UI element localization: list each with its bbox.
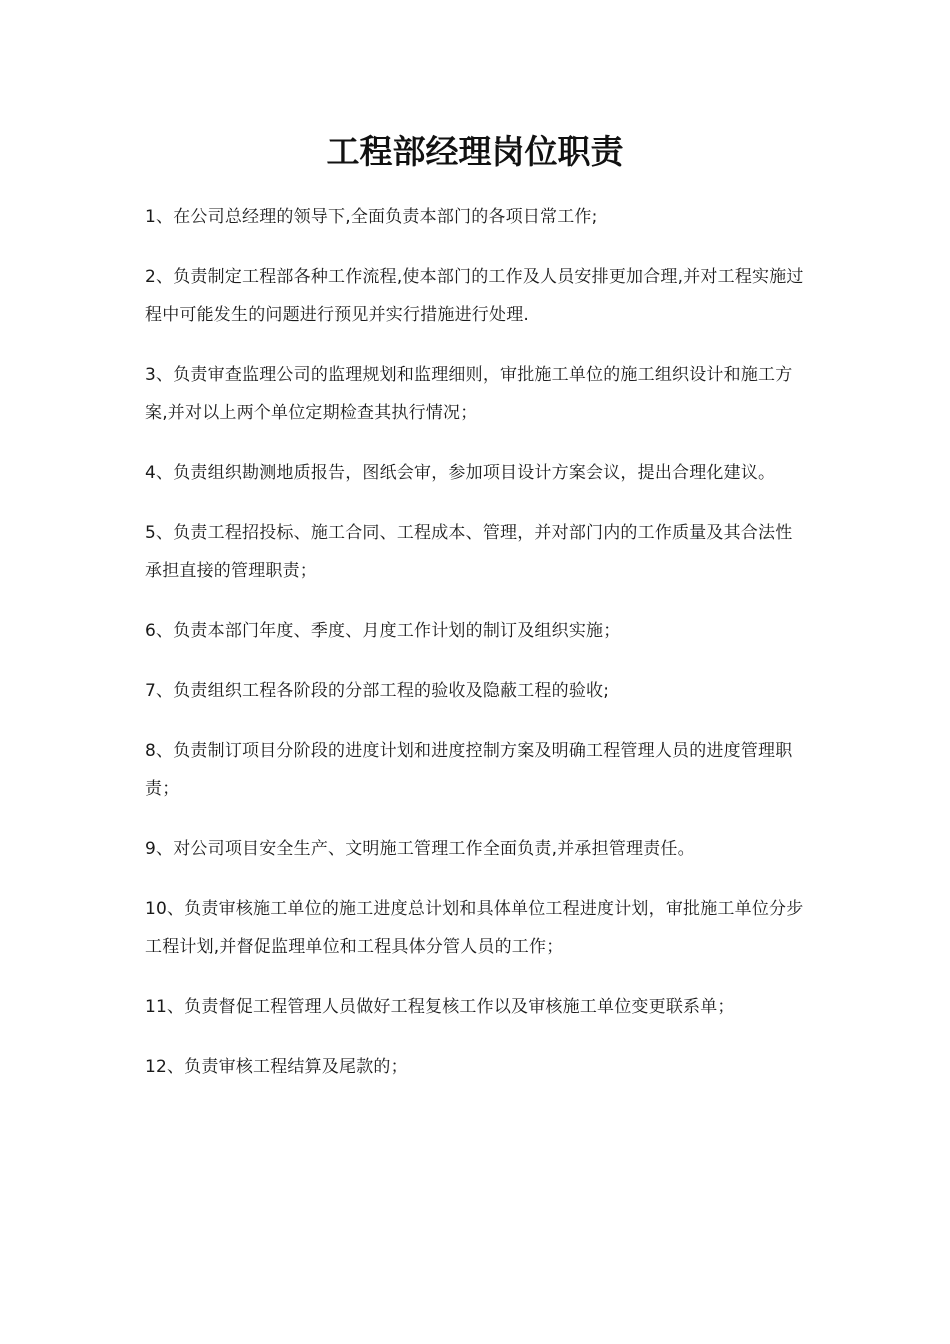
duty-item-10: 10、负责审核施工单位的施工进度总计划和具体单位工程进度计划，审批施工单位分步工程计划,并督促监理单位和工程具体分管人员的工作； bbox=[145, 899, 804, 957]
duty-item-5: 5、负责工程招投标、施工合同、工程成本、管理，并对部门内的工作质量及其合法性承担直接的管理职责； bbox=[145, 523, 793, 581]
duty-item-3: 3、负责审查监理公司的监理规划和监理细则，审批施工单位的施工组织设计和施工方案,并对以上两个单位定期检查其执行情况； bbox=[145, 365, 793, 423]
duty-item-7: 7、负责组织工程各阶段的分部工程的验收及隐蔽工程的验收; bbox=[145, 681, 610, 701]
document-title: 工程部经理岗位职责 bbox=[326, 132, 624, 171]
duty-item-1: 1、在公司总经理的领导下,全面负责本部门的各项日常工作; bbox=[145, 207, 598, 227]
duty-item-2: 2、负责制定工程部各种工作流程,使本部门的工作及人员安排更加合理,并对工程实施过程中可能发生的问题进行预见并实行措施进行处理. bbox=[145, 267, 804, 325]
duty-list bbox=[145, 198, 805, 1108]
duty-item-11: 11、负责督促工程管理人员做好工程复核工作以及审核施工单位变更联系单； bbox=[145, 997, 735, 1017]
duty-item-4: 4、负责组织勘测地质报告，图纸会审，参加项目设计方案会议，提出合理化建议。 bbox=[145, 463, 776, 483]
duty-item-6: 6、负责本部门年度、季度、月度工作计划的制订及组织实施； bbox=[145, 621, 621, 641]
duty-item-9: 9、对公司项目安全生产、文明施工管理工作全面负责,并承担管理责任。 bbox=[145, 839, 695, 859]
duty-item-12: 12、负责审核工程结算及尾款的； bbox=[145, 1057, 408, 1077]
duty-item-8: 8、负责制订项目分阶段的进度计划和进度控制方案及明确工程管理人员的进度管理职责； bbox=[145, 741, 793, 799]
